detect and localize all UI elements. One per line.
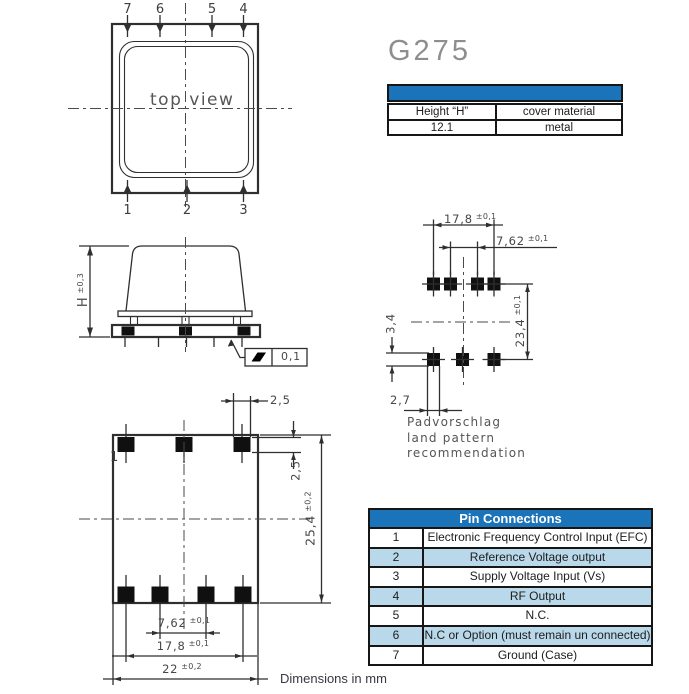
pin-label-7: 7 [123,2,132,17]
pin-table-title: Pin Connections [368,508,653,529]
dim-pad-height-label: 2,5 [288,460,303,481]
dim-pad-width-lines [221,393,268,437]
base-lead-ticks [125,338,242,348]
pin-number: 1 [392,530,400,544]
land-pattern-caption: Padvorschlag land pattern recommendation [407,415,527,460]
pin-table-rows [368,529,653,666]
pin-number: 3 [392,569,400,584]
dim-2-7-lines [404,366,462,416]
cover-outline [126,246,246,311]
dimensions-note: Dimensions in mm [280,671,387,686]
pin-label-2: 2 [182,203,192,218]
dim-7-62-bottom-label: 7,62 $^{\pm 0,1}$ [157,616,211,630]
pin-label-1: 1 [123,203,132,218]
flatness-symbol-icon [252,353,267,362]
dim-height-h: $H^{\pm 0,3}$ [76,272,91,308]
pin-row-5 [370,605,651,625]
pin-row-2 [370,547,651,567]
land-pattern-drawing [383,220,557,417]
pin-number: 7 [392,647,400,662]
dim-pad-width-label: 2,5 [270,393,291,407]
pin-row-6 [370,625,651,645]
pin-row-1 [370,529,651,547]
spec-table-grid [387,103,623,136]
flatness-value: 0,1 [281,350,301,363]
dim-25-4-label: $25,4^{\pm 0,2}$ [302,491,318,546]
pin-row-3 [370,566,651,586]
dim-3-4-label: 3,4 [383,313,398,334]
pin-row-7 [370,645,651,665]
pin-row-4 [370,586,651,606]
spec-col2-value: metal [495,119,621,135]
pin-description: Ground (Case) [422,647,651,665]
part-title: G275 [388,35,471,67]
pin-label-6: 6 [155,2,165,17]
pin-description: Supply Voltage Input (Vs) [422,568,651,586]
dim-7-62-label: 7,62 $^{\pm 0,1}$ [496,234,549,248]
pin-description: N.C or Option (must remain un connected) [422,627,651,645]
pin-label-3: 3 [239,203,248,218]
pin-description: N.C. [422,607,651,625]
spec-table-header-band [387,84,623,102]
pin-description: Reference Voltage output [422,549,651,567]
pin-description: RF Output [422,588,651,606]
dim-17-8-label: 17,8 $^{\pm 0,1}$ [444,212,497,226]
dim-17-8-bottom-label: 17,8 $^{\pm 0,1}$ [156,639,210,653]
pin-label-5: 5 [207,2,217,17]
pin-number: 4 [392,588,400,603]
pin-number: 6 [392,627,400,642]
top-view-label: top view [150,90,235,110]
dim-23-4-label: $23,4^{\pm 0,1}$ [513,294,527,348]
dim-2-7-label: 2,7 [390,393,411,407]
pin-connections-table [368,508,653,666]
spec-col1-header: Height “H” [415,106,469,118]
side-view-drawing [79,237,307,366]
pin-number: 2 [392,549,400,564]
bottom-view-pin1-label: 1 [110,450,119,465]
dim-22-label: 22 $^{\pm 0,2}$ [162,662,202,676]
pin-description: Electronic Frequency Control Input (EFC) [422,529,651,547]
spec-table [387,84,623,136]
pin-label-4: 4 [239,2,248,17]
spec-col1-value: 12.1 [389,119,495,135]
spec-col2-header: cover material [495,105,621,119]
pin-number: 5 [392,608,400,623]
